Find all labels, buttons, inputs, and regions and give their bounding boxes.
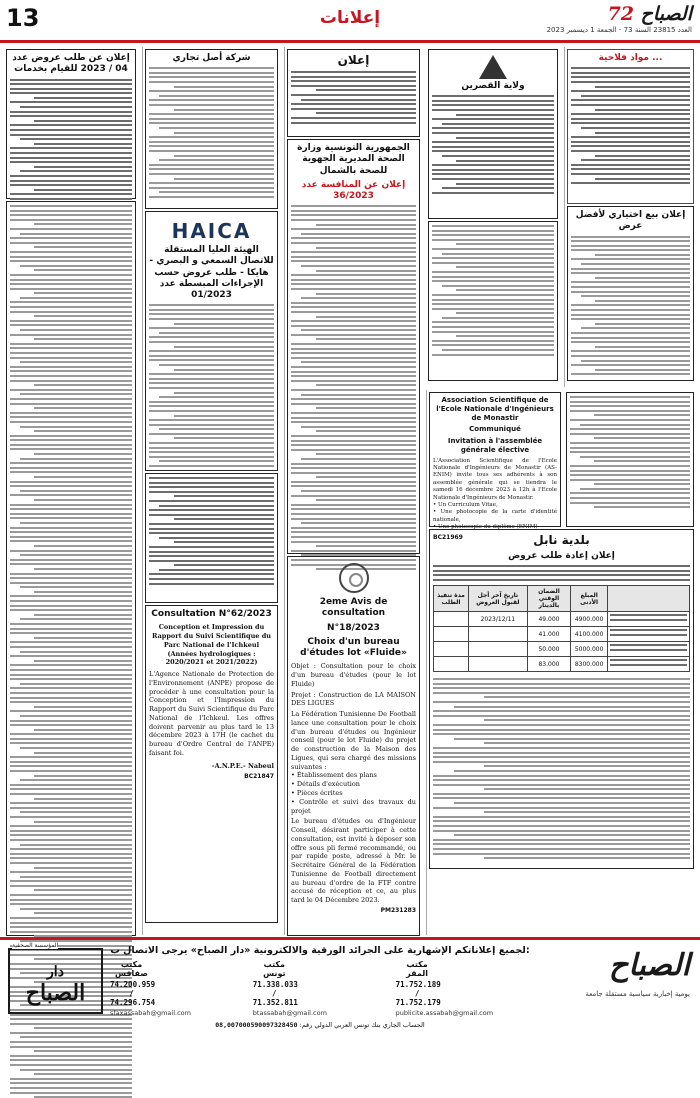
- ad-notice: إعلان عن المنافسة عدد 36/2023: [301, 179, 406, 201]
- assabah-tagline: يومية إخبارية سياسية مستقلة جامعة: [585, 990, 690, 998]
- table-row: 2023/12/11 49.000 4900.000: [434, 612, 690, 627]
- table-header: تاريخ آخر أجل لقبول العروض: [469, 586, 528, 612]
- ad-title: 2eme Avis de consultation: [319, 597, 388, 619]
- table-header: المبلغ الأدنى: [571, 586, 608, 612]
- ad-title: الجمهورية التونسية وزارة الصحة المديرية الجهوية للصحة بالشمال: [297, 143, 410, 176]
- office-hq: مكتب المقر 71.752.189 / 71.752.179 publicite.assabah@gmail.com: [395, 960, 494, 1017]
- ad-body: L'Association Scientifique de l'Ecole Nationale d'Ingénieurs de Monastir (AS-ENIM) invite tous ses adhérents à son assemblée générale qui se tiendra le samedi 16 décembre 2023 à 12h à l'Ecole Nationale d'Ingénieurs de Monastir.: [433, 457, 557, 501]
- ad-kasserine: [428, 49, 558, 219]
- page-number: 13: [6, 4, 40, 32]
- footer-headline: لجميع إعلاناتكم الإشهارية على الجرائد الورقية والالكترونية «دار الصباح» يرجى الاتصال ب:: [110, 945, 530, 956]
- ad-title: مواد فلاحية ...: [598, 53, 663, 63]
- tender-table: [433, 585, 690, 672]
- column-4-bottom: [426, 390, 696, 935]
- table-row: 83.000 8300.000: [434, 657, 690, 672]
- ad-baladiya-nabeul: [429, 529, 694, 869]
- office-list: [110, 960, 530, 1017]
- ad-title: شركة أصل تجاري: [172, 53, 251, 63]
- haica-logo: HAICA: [171, 219, 252, 243]
- ad-title: بلدية نابل: [533, 533, 590, 547]
- page-header: [0, 0, 700, 40]
- footer-contacts: [110, 945, 530, 1029]
- ad-subtitle: Communiqué: [469, 425, 521, 434]
- ad-notice-list: [6, 201, 136, 936]
- ad-body: [291, 205, 416, 570]
- table-row: 41.000 4100.000: [434, 627, 690, 642]
- header-divider: [0, 40, 700, 43]
- ad-subtitle: Conception et Impression du Rapport du Suivi Scientifique du Parc National de l'Ichkeul (Années hydrologiques : 2020/2021 et 2021/2022): [152, 623, 271, 667]
- ad-list-item: • Établissement des plans: [291, 771, 377, 780]
- office-tunis: مكتب تونس 71.338.033 / 71.352.811 btassabah@gmail.com: [252, 960, 327, 1017]
- ad-body: [571, 67, 690, 184]
- ad-commercial: [145, 49, 278, 209]
- ad-title: إعلان عن طلب عروض عدد 04 / 2023 للقيام بخدمات: [12, 53, 130, 75]
- ad-list-item: • Détails d'exécution: [291, 780, 360, 789]
- table-row: 50.000 5000.000: [434, 642, 690, 657]
- ad-paragraph: Le bureau d'études ou d'Ingénieur Conseil, désirant participer à cette consultation, est invité à déposer son offre sous pli fermé recommandé, ou par rapide poste, adressé à Mr. le Secrétaire Général de la Fédération Tunisienne de Football directement au bureau d'ordre de la FTF contre accusé de réception et ce, au plus tard le 04 Décembre 2023.: [291, 817, 416, 905]
- table-header: [608, 586, 690, 612]
- ad-body: [432, 225, 554, 356]
- ad-title: ولاية القصرين: [461, 81, 525, 91]
- table-header: الضمان الوقتي بالدينار: [527, 586, 570, 612]
- ad-private-notice: [145, 473, 278, 603]
- section-title: إعلانات: [319, 8, 381, 28]
- bank-account: الحساب الجاري بنك تونس العربي الدولي رقم: 08,007000590097328450: [215, 1021, 425, 1029]
- ad-title: إعلان بيع اختياري لأفضل عرض: [575, 210, 686, 232]
- ad-subtitle: إعلان إعادة طلب عروض: [508, 551, 615, 561]
- column-2: [142, 47, 280, 935]
- ad-paragraph: Projet : Construction de LA MAISON DES LIGUES: [291, 690, 416, 708]
- ad-body: [149, 67, 274, 198]
- column-4a: [426, 47, 560, 387]
- ad-sale: [567, 206, 694, 381]
- ad-enim: [429, 392, 561, 541]
- ad-reference: PM231283: [380, 906, 416, 914]
- masthead-logo: 72 الصباح: [607, 3, 692, 25]
- ad-list-item: • Pièces écrites: [291, 788, 343, 797]
- ad-body: [432, 95, 554, 193]
- dar-assabah-tag: المؤسسة الصحفية: [12, 942, 59, 949]
- issue-line: العدد 23815 السنة 73 - الجمعة 1 ديسمبر 2023: [546, 26, 692, 34]
- assabah-logo: الصباح: [608, 948, 690, 983]
- ad-reference: BC21969: [433, 533, 463, 541]
- ad-haica: [145, 211, 278, 471]
- ad-ngo: [287, 49, 420, 137]
- ad-heading: Invitation à l'assemblée générale élective: [447, 437, 543, 454]
- ad-agri: [567, 49, 694, 204]
- ad-signature: -A.N.P.E.- Nabeul: [211, 761, 274, 770]
- ad-short-notice: [428, 221, 558, 381]
- ad-ftf: [287, 556, 420, 936]
- ad-list-item: • Une photocopie du diplôme (ENIM): [433, 524, 538, 531]
- ad-title: إعلان: [337, 53, 370, 67]
- ad-list-item: • Un Curriculum Vitae,: [433, 502, 498, 509]
- ad-reference: BC21847: [244, 772, 274, 780]
- ad-anpe: [145, 605, 278, 923]
- office-sfax: مكتب صفاقس 74.200.959 / 74.296.754 sfaxassabah@gmail.com: [110, 960, 191, 1017]
- ad-body: [149, 304, 274, 467]
- column-1: [4, 47, 138, 935]
- masthead: [542, 3, 692, 34]
- ad-list-item: • Une photocopie de la carte d'identité nationale,: [433, 509, 557, 523]
- ad-intro: [433, 565, 690, 581]
- dar-assabah-logo: دار الصباح: [8, 948, 103, 1014]
- ad-paragraph: Objet : Consultation pour le choix d'un bureau d'études (pour le lot Fluide): [291, 662, 416, 688]
- ftf-emblem-icon: [339, 563, 369, 593]
- column-4b: [564, 47, 696, 387]
- ad-title: Consultation N°62/2023: [151, 609, 272, 619]
- ad-list-item: • Contrôle et suivi des travaux du projet: [291, 797, 416, 815]
- ad-subtitle: Choix d'un bureau d'études lot «Fluide»: [300, 636, 407, 658]
- ad-body: [10, 79, 132, 200]
- ad-title: الهيئة العليا المستقلة للاتصال السمعي و البصري - هايكا - طلب عروض حسب الإجراءات المبسطة عدد 01/2023: [149, 245, 274, 300]
- ministry-logo-icon: [479, 55, 507, 79]
- column-4-top: [426, 47, 696, 387]
- column-3: [284, 47, 422, 935]
- ad-health-tender: [287, 139, 420, 554]
- ad-weather-tender: [6, 49, 136, 199]
- ad-number: N°18/2023: [327, 622, 380, 633]
- page-footer: [0, 937, 700, 1029]
- ad-body: [571, 236, 690, 376]
- ad-conditions: [433, 678, 690, 859]
- table-header: مدة تنفيذ الطلب: [434, 586, 469, 612]
- ad-body: [149, 477, 274, 585]
- ad-body: L'Agence Nationale de Protection de l'Environnement (ANPE) propose de procéder à une consultation pour la Conception et l'Impression du Rapport du Suivi Scientifique du Parc National de l'Ichkeul. Les offres doivent parvenir au plus tard le 13 décembre 2023 à 17H (le cachet du bureau d'Ordre Central de l'ANPE) faisant foi.: [149, 670, 274, 757]
- ad-title: Association Scientifique de l'Ecole Nationale d'Ingénieurs de Monastir: [436, 396, 554, 422]
- ad-paragraph: La Fédération Tunisienne De Football lance une consultation pour le choix d'un bureau d'études ou Ingénieur conseil (pour le lot Fluide) du projet de construction de la Maison des Ligues, qui sera chargé des missions suivantes :: [291, 710, 416, 771]
- ad-regional-notice: [566, 392, 694, 527]
- ad-body: [570, 396, 690, 508]
- ad-body: [291, 71, 416, 124]
